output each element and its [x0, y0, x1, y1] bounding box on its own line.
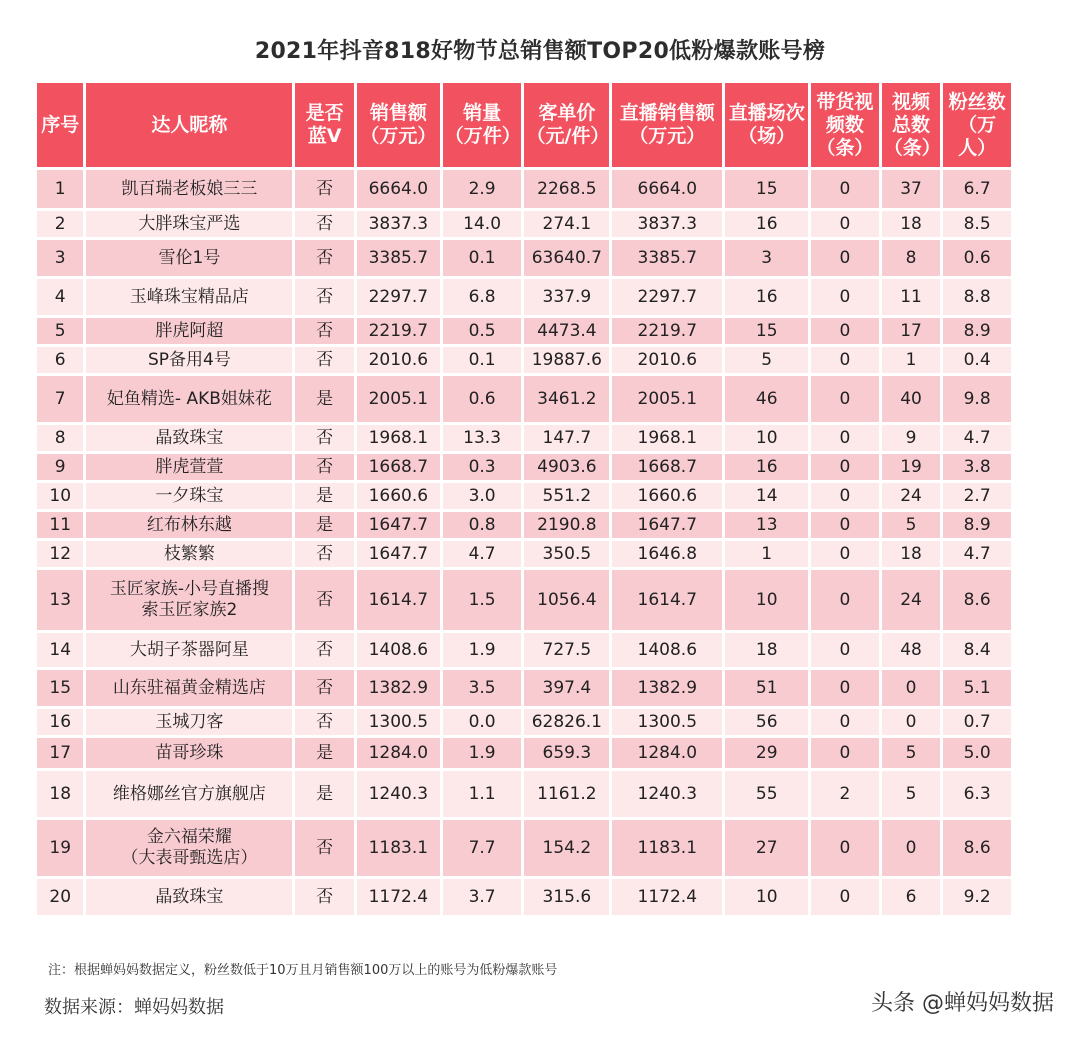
- cell-live-sessions: 16: [725, 454, 808, 480]
- header-followers: 粉丝数 （万人）: [943, 83, 1011, 167]
- cell-product-videos: 2: [811, 771, 879, 817]
- cell-live-sales: 2297.7: [612, 279, 722, 315]
- cell-product-videos: 0: [811, 425, 879, 451]
- cell-sales: 1300.5: [357, 709, 440, 735]
- cell-unit-price: 551.2: [524, 483, 609, 509]
- cell-blue-v: 否: [295, 347, 354, 373]
- cell-nickname: 一夕珠宝: [86, 483, 292, 509]
- cell-live-sessions: 10: [725, 570, 808, 630]
- cell-volume: 14.0: [443, 211, 522, 237]
- cell-unit-price: 337.9: [524, 279, 609, 315]
- table-row: [37, 541, 1011, 567]
- cell-nickname: 苗哥珍珠: [86, 738, 292, 768]
- cell-sales: 6664.0: [357, 170, 440, 208]
- cell-followers: 2.7: [943, 483, 1011, 509]
- cell-followers: 4.7: [943, 541, 1011, 567]
- cell-volume: 3.0: [443, 483, 522, 509]
- cell-live-sales: 1660.6: [612, 483, 722, 509]
- cell-total-videos: 18: [882, 211, 941, 237]
- cell-nickname: SP备用4号: [86, 347, 292, 373]
- page-title: 2021年抖音818好物节总销售额TOP20低粉爆款账号榜: [254, 39, 826, 64]
- cell-blue-v: 否: [295, 454, 354, 480]
- cell-live-sessions: 1: [725, 541, 808, 567]
- cell-sales: 2005.1: [357, 376, 440, 422]
- cell-total-videos: 0: [882, 670, 941, 706]
- cell-product-videos: 0: [811, 541, 879, 567]
- cell-live-sales: 3837.3: [612, 211, 722, 237]
- cell-unit-price: 2190.8: [524, 512, 609, 538]
- cell-live-sales: 1968.1: [612, 425, 722, 451]
- cell-blue-v: 否: [295, 211, 354, 237]
- cell-total-videos: 40: [882, 376, 941, 422]
- cell-unit-price: 274.1: [524, 211, 609, 237]
- table-row: [37, 709, 1011, 735]
- header-product-videos: 带货视 频数 （条）: [811, 83, 879, 167]
- cell-blue-v: 否: [295, 709, 354, 735]
- cell-live-sessions: 18: [725, 633, 808, 667]
- cell-product-videos: 0: [811, 570, 879, 630]
- cell-rank: 6: [37, 347, 83, 373]
- table-row: [37, 633, 1011, 667]
- cell-live-sales: 2005.1: [612, 376, 722, 422]
- cell-nickname: 维格娜丝官方旗舰店: [86, 771, 292, 817]
- cell-rank: 19: [37, 820, 83, 876]
- cell-total-videos: 24: [882, 570, 941, 630]
- cell-nickname: 晶致珠宝: [86, 425, 292, 451]
- cell-unit-price: 1056.4: [524, 570, 609, 630]
- cell-live-sales: 1240.3: [612, 771, 722, 817]
- cell-blue-v: 否: [295, 279, 354, 315]
- cell-total-videos: 5: [882, 738, 941, 768]
- cell-sales: 1382.9: [357, 670, 440, 706]
- cell-live-sessions: 27: [725, 820, 808, 876]
- cell-nickname: 妃鱼精选- AKB姐妹花: [86, 376, 292, 422]
- cell-unit-price: 659.3: [524, 738, 609, 768]
- cell-unit-price: 727.5: [524, 633, 609, 667]
- cell-product-videos: 0: [811, 376, 879, 422]
- cell-product-videos: 0: [811, 738, 879, 768]
- cell-product-videos: 0: [811, 318, 879, 344]
- cell-live-sales: 1647.7: [612, 512, 722, 538]
- cell-product-videos: 0: [811, 170, 879, 208]
- cell-sales: 1408.6: [357, 633, 440, 667]
- cell-unit-price: 63640.7: [524, 240, 609, 276]
- cell-followers: 5.1: [943, 670, 1011, 706]
- cell-live-sessions: 46: [725, 376, 808, 422]
- table-row: [37, 347, 1011, 373]
- cell-live-sales: 1382.9: [612, 670, 722, 706]
- table-row: [37, 771, 1011, 817]
- table-row: [37, 879, 1011, 915]
- cell-live-sessions: 55: [725, 771, 808, 817]
- cell-product-videos: 0: [811, 820, 879, 876]
- cell-sales: 3837.3: [357, 211, 440, 237]
- cell-sales: 1183.1: [357, 820, 440, 876]
- cell-live-sessions: 13: [725, 512, 808, 538]
- cell-live-sales: 1284.0: [612, 738, 722, 768]
- cell-live-sessions: 10: [725, 879, 808, 915]
- cell-rank: 15: [37, 670, 83, 706]
- cell-nickname: 山东驻福黄金精选店: [86, 670, 292, 706]
- cell-blue-v: 否: [295, 633, 354, 667]
- cell-rank: 3: [37, 240, 83, 276]
- cell-product-videos: 0: [811, 512, 879, 538]
- table-row: [37, 425, 1011, 451]
- cell-nickname: 雪伦1号: [86, 240, 292, 276]
- cell-live-sessions: 10: [725, 425, 808, 451]
- cell-nickname: 大胖珠宝严选: [86, 211, 292, 237]
- cell-followers: 9.2: [943, 879, 1011, 915]
- cell-total-videos: 5: [882, 771, 941, 817]
- cell-sales: 1614.7: [357, 570, 440, 630]
- publisher-credit: 头条 @蝉妈妈数据: [871, 991, 1054, 1016]
- cell-sales: 1968.1: [357, 425, 440, 451]
- cell-unit-price: 1161.2: [524, 771, 609, 817]
- header-sales: 销售额 （万元）: [357, 83, 440, 167]
- cell-product-videos: 0: [811, 347, 879, 373]
- cell-sales: 2010.6: [357, 347, 440, 373]
- cell-volume: 0.1: [443, 240, 522, 276]
- cell-unit-price: 154.2: [524, 820, 609, 876]
- table-header-row: [37, 83, 1011, 167]
- cell-volume: 13.3: [443, 425, 522, 451]
- cell-rank: 20: [37, 879, 83, 915]
- table-row: [37, 512, 1011, 538]
- cell-total-videos: 9: [882, 425, 941, 451]
- cell-sales: 2297.7: [357, 279, 440, 315]
- cell-volume: 0.6: [443, 376, 522, 422]
- header-live-sales: 直播销售额 （万元）: [612, 83, 722, 167]
- cell-total-videos: 5: [882, 512, 941, 538]
- cell-unit-price: 3461.2: [524, 376, 609, 422]
- cell-live-sessions: 15: [725, 318, 808, 344]
- table-row: [37, 738, 1011, 768]
- cell-unit-price: 4473.4: [524, 318, 609, 344]
- cell-unit-price: 19887.6: [524, 347, 609, 373]
- cell-product-videos: 0: [811, 633, 879, 667]
- cell-volume: 0.8: [443, 512, 522, 538]
- table-body: [37, 170, 1011, 915]
- cell-nickname: 晶致珠宝: [86, 879, 292, 915]
- table-row: [37, 240, 1011, 276]
- cell-sales: 1668.7: [357, 454, 440, 480]
- cell-followers: 8.8: [943, 279, 1011, 315]
- cell-nickname: 大胡子茶器阿星: [86, 633, 292, 667]
- cell-live-sales: 6664.0: [612, 170, 722, 208]
- table-row: [37, 211, 1011, 237]
- cell-product-videos: 0: [811, 879, 879, 915]
- cell-live-sales: 1183.1: [612, 820, 722, 876]
- cell-followers: 8.5: [943, 211, 1011, 237]
- cell-live-sales: 1172.4: [612, 879, 722, 915]
- cell-live-sessions: 29: [725, 738, 808, 768]
- cell-blue-v: 否: [295, 541, 354, 567]
- cell-total-videos: 8: [882, 240, 941, 276]
- cell-blue-v: 否: [295, 879, 354, 915]
- cell-live-sales: 1646.8: [612, 541, 722, 567]
- cell-blue-v: 是: [295, 738, 354, 768]
- cell-volume: 3.7: [443, 879, 522, 915]
- table-row: [37, 483, 1011, 509]
- cell-nickname: 胖虎萱萱: [86, 454, 292, 480]
- cell-followers: 8.9: [943, 318, 1011, 344]
- cell-live-sessions: 16: [725, 279, 808, 315]
- cell-total-videos: 1: [882, 347, 941, 373]
- cell-product-videos: 0: [811, 240, 879, 276]
- cell-live-sales: 1408.6: [612, 633, 722, 667]
- cell-followers: 0.4: [943, 347, 1011, 373]
- cell-rank: 16: [37, 709, 83, 735]
- cell-sales: 1647.7: [357, 541, 440, 567]
- cell-product-videos: 0: [811, 211, 879, 237]
- cell-total-videos: 0: [882, 709, 941, 735]
- header-blue-v: 是否 蓝V: [295, 83, 354, 167]
- cell-blue-v: 是: [295, 376, 354, 422]
- cell-volume: 1.9: [443, 738, 522, 768]
- cell-unit-price: 62826.1: [524, 709, 609, 735]
- cell-volume: 6.8: [443, 279, 522, 315]
- cell-sales: 1647.7: [357, 512, 440, 538]
- cell-followers: 4.7: [943, 425, 1011, 451]
- header-total-videos: 视频 总数 （条）: [882, 83, 941, 167]
- cell-followers: 5.0: [943, 738, 1011, 768]
- table-row: [37, 279, 1011, 315]
- cell-rank: 7: [37, 376, 83, 422]
- cell-unit-price: 350.5: [524, 541, 609, 567]
- cell-blue-v: 是: [295, 483, 354, 509]
- cell-rank: 8: [37, 425, 83, 451]
- cell-live-sessions: 5: [725, 347, 808, 373]
- cell-live-sales: 2010.6: [612, 347, 722, 373]
- cell-total-videos: 6: [882, 879, 941, 915]
- cell-total-videos: 18: [882, 541, 941, 567]
- cell-sales: 1172.4: [357, 879, 440, 915]
- cell-total-videos: 24: [882, 483, 941, 509]
- cell-rank: 13: [37, 570, 83, 630]
- cell-sales: 3385.7: [357, 240, 440, 276]
- cell-total-videos: 19: [882, 454, 941, 480]
- cell-product-videos: 0: [811, 709, 879, 735]
- cell-rank: 17: [37, 738, 83, 768]
- cell-rank: 5: [37, 318, 83, 344]
- ranking-table: [34, 80, 1014, 918]
- cell-blue-v: 否: [295, 240, 354, 276]
- cell-total-videos: 0: [882, 820, 941, 876]
- cell-nickname: 红布林东越: [86, 512, 292, 538]
- cell-nickname: 玉城刀客: [86, 709, 292, 735]
- cell-volume: 2.9: [443, 170, 522, 208]
- cell-live-sessions: 15: [725, 170, 808, 208]
- cell-live-sessions: 51: [725, 670, 808, 706]
- cell-total-videos: 37: [882, 170, 941, 208]
- cell-followers: 9.8: [943, 376, 1011, 422]
- cell-blue-v: 否: [295, 318, 354, 344]
- cell-nickname: 凯百瑞老板娘三三: [86, 170, 292, 208]
- cell-sales: 1284.0: [357, 738, 440, 768]
- cell-blue-v: 否: [295, 670, 354, 706]
- data-source: 数据来源：蝉妈妈数据: [44, 997, 224, 1018]
- cell-volume: 0.3: [443, 454, 522, 480]
- table-row: [37, 670, 1011, 706]
- cell-live-sales: 3385.7: [612, 240, 722, 276]
- cell-unit-price: 2268.5: [524, 170, 609, 208]
- cell-blue-v: 是: [295, 771, 354, 817]
- cell-volume: 1.1: [443, 771, 522, 817]
- cell-rank: 14: [37, 633, 83, 667]
- cell-nickname: 枝繁繁: [86, 541, 292, 567]
- header-nickname: 达人昵称: [86, 83, 292, 167]
- cell-rank: 12: [37, 541, 83, 567]
- cell-total-videos: 11: [882, 279, 941, 315]
- cell-product-videos: 0: [811, 483, 879, 509]
- cell-live-sessions: 16: [725, 211, 808, 237]
- cell-volume: 1.5: [443, 570, 522, 630]
- cell-blue-v: 否: [295, 425, 354, 451]
- table-row: [37, 454, 1011, 480]
- cell-volume: 4.7: [443, 541, 522, 567]
- cell-product-videos: 0: [811, 670, 879, 706]
- cell-nickname: 金六福荣耀 （大表哥甄选店）: [86, 820, 292, 876]
- cell-followers: 8.6: [943, 570, 1011, 630]
- cell-product-videos: 0: [811, 279, 879, 315]
- cell-followers: 8.6: [943, 820, 1011, 876]
- cell-live-sales: 2219.7: [612, 318, 722, 344]
- cell-nickname: 玉匠家族-小号直播搜 索玉匠家族2: [86, 570, 292, 630]
- cell-volume: 0.0: [443, 709, 522, 735]
- cell-nickname: 玉峰珠宝精品店: [86, 279, 292, 315]
- cell-volume: 3.5: [443, 670, 522, 706]
- cell-unit-price: 397.4: [524, 670, 609, 706]
- cell-sales: 2219.7: [357, 318, 440, 344]
- table-row: [37, 376, 1011, 422]
- cell-live-sessions: 3: [725, 240, 808, 276]
- cell-live-sales: 1614.7: [612, 570, 722, 630]
- cell-rank: 9: [37, 454, 83, 480]
- header-live-sessions: 直播场次 （场）: [725, 83, 808, 167]
- header-volume: 销量 （万件）: [443, 83, 522, 167]
- cell-rank: 18: [37, 771, 83, 817]
- cell-sales: 1240.3: [357, 771, 440, 817]
- cell-unit-price: 315.6: [524, 879, 609, 915]
- table-row: [37, 570, 1011, 630]
- table-row: [37, 820, 1011, 876]
- cell-rank: 2: [37, 211, 83, 237]
- cell-blue-v: 否: [295, 170, 354, 208]
- cell-followers: 8.9: [943, 512, 1011, 538]
- cell-product-videos: 0: [811, 454, 879, 480]
- cell-followers: 0.7: [943, 709, 1011, 735]
- cell-rank: 10: [37, 483, 83, 509]
- cell-unit-price: 4903.6: [524, 454, 609, 480]
- cell-volume: 0.5: [443, 318, 522, 344]
- cell-volume: 0.1: [443, 347, 522, 373]
- cell-live-sessions: 56: [725, 709, 808, 735]
- cell-rank: 1: [37, 170, 83, 208]
- cell-blue-v: 是: [295, 512, 354, 538]
- cell-rank: 11: [37, 512, 83, 538]
- cell-followers: 6.3: [943, 771, 1011, 817]
- cell-blue-v: 否: [295, 820, 354, 876]
- header-rank: 序号: [37, 83, 83, 167]
- cell-followers: 8.4: [943, 633, 1011, 667]
- cell-nickname: 胖虎阿超: [86, 318, 292, 344]
- cell-live-sales: 1668.7: [612, 454, 722, 480]
- cell-live-sales: 1300.5: [612, 709, 722, 735]
- table-row: [37, 318, 1011, 344]
- cell-volume: 1.9: [443, 633, 522, 667]
- cell-followers: 0.6: [943, 240, 1011, 276]
- cell-rank: 4: [37, 279, 83, 315]
- cell-live-sessions: 14: [725, 483, 808, 509]
- cell-unit-price: 147.7: [524, 425, 609, 451]
- cell-volume: 7.7: [443, 820, 522, 876]
- cell-total-videos: 48: [882, 633, 941, 667]
- cell-total-videos: 17: [882, 318, 941, 344]
- cell-followers: 3.8: [943, 454, 1011, 480]
- cell-blue-v: 否: [295, 570, 354, 630]
- table-row: [37, 170, 1011, 208]
- footnote: 注：根据蝉妈妈数据定义，粉丝数低于10万且月销售额100万以上的账号为低粉爆款账号: [48, 963, 558, 978]
- cell-followers: 6.7: [943, 170, 1011, 208]
- cell-sales: 1660.6: [357, 483, 440, 509]
- header-unit-price: 客单价 （元/件）: [524, 83, 609, 167]
